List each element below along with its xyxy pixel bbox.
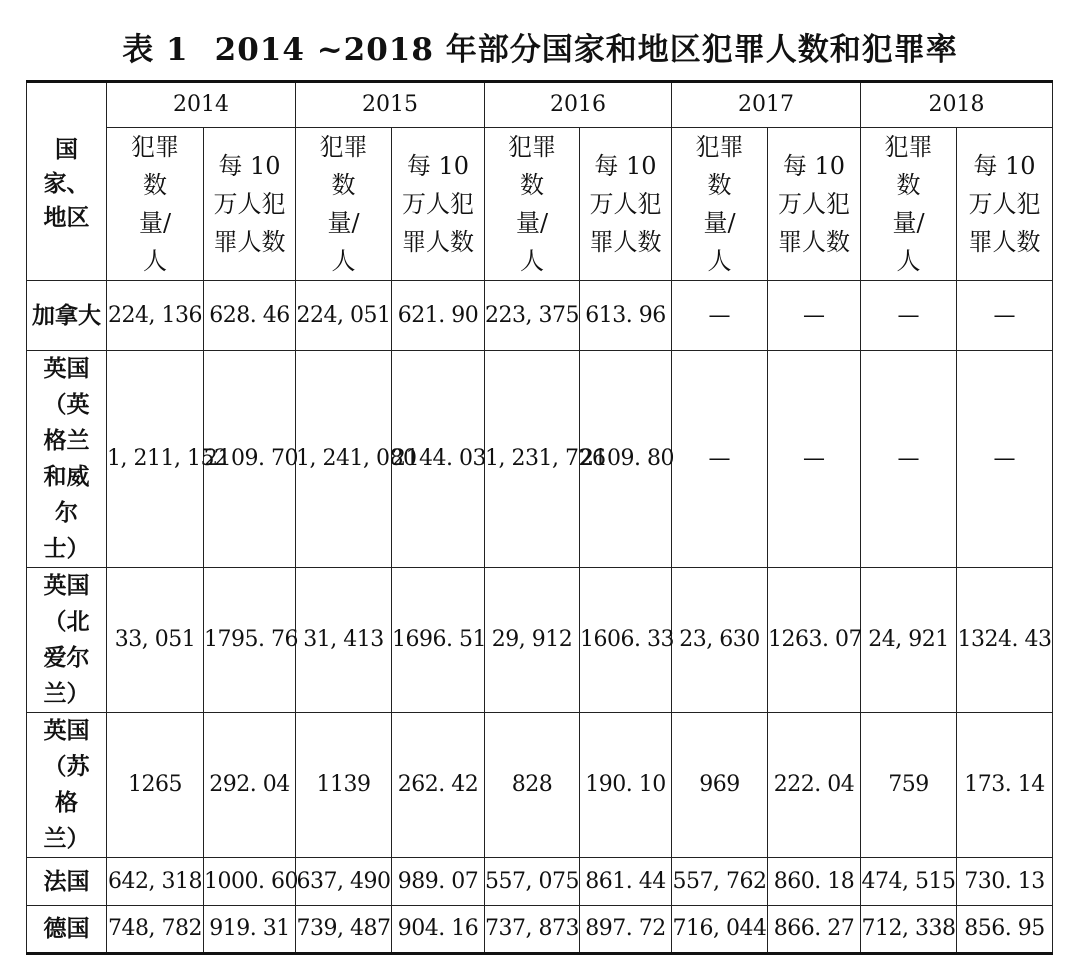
region-column-header (27, 82, 107, 281)
rate-header: 每 10 万人犯罪人数 (957, 128, 1053, 281)
crime-rate-cell: 2109. 80 (580, 351, 672, 568)
region-cell (27, 713, 107, 858)
crime-rate-cell: 1324. 43 (957, 568, 1053, 713)
crime-count-cell: 642, 318 (107, 858, 204, 906)
crime-count-cell: 748, 782 (107, 906, 204, 954)
count-header: 犯罪数量/人 (861, 128, 957, 281)
crime-count-cell: 224, 136 (107, 281, 204, 351)
crime-count-cell: 1, 211, 152 (107, 351, 204, 568)
crime-count-cell: 557, 075 (485, 858, 580, 906)
crime-rate-cell: 222. 04 (768, 713, 861, 858)
table-body (27, 281, 1053, 954)
crime-rate-cell: 173. 14 (957, 713, 1053, 858)
region-label: 加拿大 (32, 301, 101, 329)
count-header: 犯罪数量/人 (485, 128, 580, 281)
table-row (27, 906, 1053, 954)
region-label: 英国（北爱尔兰） (43, 572, 90, 707)
region-cell (27, 858, 107, 906)
crime-rate-cell: 904. 16 (392, 906, 485, 954)
region-header-label: 国家、地区 (43, 136, 90, 231)
crime-count-cell: 223, 375 (485, 281, 580, 351)
year-header-2016: 2016 (485, 82, 672, 128)
crime-count-cell: 712, 338 (861, 906, 957, 954)
crime-rate-cell: 1606. 33 (580, 568, 672, 713)
region-cell (27, 281, 107, 351)
crime-rate-cell: — (768, 281, 861, 351)
crime-rate-cell: 628. 46 (204, 281, 296, 351)
sub-header-row (27, 128, 1053, 281)
crime-rate-cell: 989. 07 (392, 858, 485, 906)
table-row (27, 351, 1053, 568)
crime-rate-cell: 2109. 70 (204, 351, 296, 568)
crime-rate-cell: 919. 31 (204, 906, 296, 954)
rate-header: 每 10 万人犯罪人数 (204, 128, 296, 281)
crime-count-cell: — (672, 281, 768, 351)
crime-rate-cell: 613. 96 (580, 281, 672, 351)
crime-rate-cell: 866. 27 (768, 906, 861, 954)
table-row (27, 858, 1053, 906)
table-row (27, 568, 1053, 713)
crime-rate-cell: 856. 95 (957, 906, 1053, 954)
crime-count-cell: 637, 490 (296, 858, 392, 906)
crime-count-cell: — (672, 351, 768, 568)
region-label: 英国（英格兰和威尔士） (43, 355, 90, 562)
crime-rate-cell: 1696. 51 (392, 568, 485, 713)
region-label: 法国 (43, 867, 90, 895)
region-cell (27, 906, 107, 954)
crime-count-cell: 716, 044 (672, 906, 768, 954)
crime-rate-cell: 292. 04 (204, 713, 296, 858)
table-row (27, 281, 1053, 351)
crime-statistics-table (26, 80, 1053, 955)
crime-count-cell: 224, 051 (296, 281, 392, 351)
crime-count-cell: — (861, 281, 957, 351)
count-header: 犯罪数量/人 (672, 128, 768, 281)
crime-rate-cell: 1795. 76 (204, 568, 296, 713)
crime-count-cell: 31, 413 (296, 568, 392, 713)
crime-count-cell: 828 (485, 713, 580, 858)
crime-count-cell: 1139 (296, 713, 392, 858)
crime-rate-cell: — (957, 351, 1053, 568)
crime-rate-cell: 621. 90 (392, 281, 485, 351)
table-row (27, 713, 1053, 858)
crime-rate-cell: 861. 44 (580, 858, 672, 906)
caption-title: 2014 ~2018 年部分国家和地区犯罪人数和犯罪率 (214, 32, 958, 68)
crime-count-cell: 474, 515 (861, 858, 957, 906)
crime-rate-cell: 190. 10 (580, 713, 672, 858)
region-label: 德国 (43, 915, 90, 942)
crime-count-cell: 33, 051 (107, 568, 204, 713)
crime-rate-cell: 860. 18 (768, 858, 861, 906)
crime-rate-cell: — (768, 351, 861, 568)
crime-rate-cell: 1000. 60 (204, 858, 296, 906)
crime-count-cell: 739, 487 (296, 906, 392, 954)
crime-count-cell: 1, 241, 080 (296, 351, 392, 568)
year-header-2017: 2017 (672, 82, 861, 128)
year-header-2015: 2015 (296, 82, 485, 128)
crime-rate-cell: — (957, 281, 1053, 351)
region-cell (27, 351, 107, 568)
crime-count-cell: 759 (861, 713, 957, 858)
region-label: 英国（苏格兰） (43, 717, 90, 852)
crime-count-cell: — (861, 351, 957, 568)
crime-rate-cell: 730. 13 (957, 858, 1053, 906)
rate-header: 每 10 万人犯罪人数 (392, 128, 485, 281)
crime-rate-cell: 262. 42 (392, 713, 485, 858)
crime-count-cell: 24, 921 (861, 568, 957, 713)
region-cell (27, 568, 107, 713)
crime-rate-cell: 897. 72 (580, 906, 672, 954)
year-header-2018: 2018 (861, 82, 1053, 128)
crime-count-cell: 737, 873 (485, 906, 580, 954)
crime-count-cell: 1265 (107, 713, 204, 858)
year-header-2014: 2014 (107, 82, 296, 128)
crime-count-cell: 29, 912 (485, 568, 580, 713)
crime-rate-cell: 2144. 03 (392, 351, 485, 568)
crime-count-cell: 557, 762 (672, 858, 768, 906)
table-caption (0, 24, 1080, 69)
year-header-row (27, 82, 1053, 128)
crime-rate-cell: 1263. 07 (768, 568, 861, 713)
crime-count-cell: 23, 630 (672, 568, 768, 713)
count-header: 犯罪数量/人 (296, 128, 392, 281)
crime-count-cell: 969 (672, 713, 768, 858)
rate-header: 每 10 万人犯罪人数 (580, 128, 672, 281)
caption-number: 表 1 (122, 32, 189, 68)
crime-count-cell: 1, 231, 726 (485, 351, 580, 568)
rate-header: 每 10 万人犯罪人数 (768, 128, 861, 281)
count-header: 犯罪数量/人 (107, 128, 204, 281)
